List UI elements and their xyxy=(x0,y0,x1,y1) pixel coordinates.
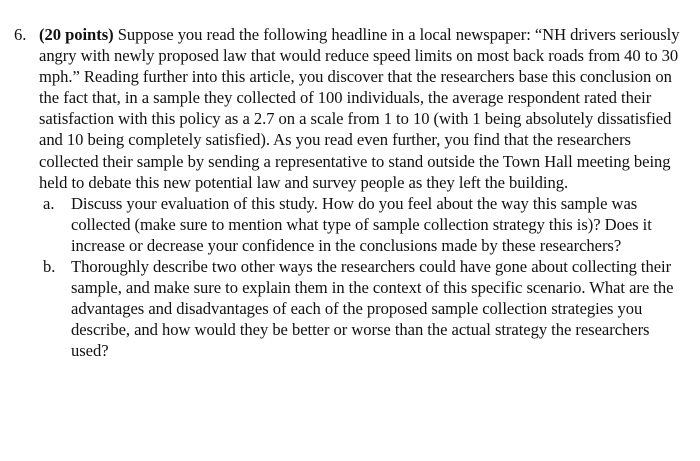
part-b-text: Thoroughly describe two other ways the researchers could have gone about collecting their sample, and make sure to explain them in the context of this specific scenario. What are the advantages and disadvantages of each of the proposed sample collection strategies you describe, and how would they be better or worse than the actual strategy the researchers used? xyxy=(71,257,674,361)
question-text: Suppose you read the following headline in a local newspaper: “NH drivers seriously angry with newly proposed law that would reduce speed limits on most back roads from 40 to 30 mph.” Reading further into this article, you discover that the researchers base this conclusion on the fact that, in a sample they collected of 100 individuals, the average respondent rated their satisfaction with this policy as a 2.7 on a scale from 1 to 10 (with 1 being absolutely dissatisfied and 10 being completely satisfied). As you read even further, you find that the researchers collected their sample by sending a representative to stand outside the Town Hall meeting being held to debate this new potential law and survey people as they left the building. xyxy=(39,25,680,192)
question-body xyxy=(39,24,690,193)
question-row xyxy=(14,24,690,193)
question-number: 6. xyxy=(14,25,27,44)
question-6 xyxy=(14,24,690,362)
question-points: (20 points) xyxy=(39,25,114,44)
part-a xyxy=(14,193,690,256)
part-a-label: a. xyxy=(43,193,55,213)
part-b-label: b. xyxy=(43,257,56,277)
question-parts xyxy=(14,193,690,362)
part-a-text: Discuss your evaluation of this study. How do you feel about the way this sample was collected (make sure to mention what type of sample collection strategy this is)? Does it increase or decrease your confidence in the conclusions made by these researchers? xyxy=(71,193,652,255)
part-b xyxy=(14,256,690,361)
